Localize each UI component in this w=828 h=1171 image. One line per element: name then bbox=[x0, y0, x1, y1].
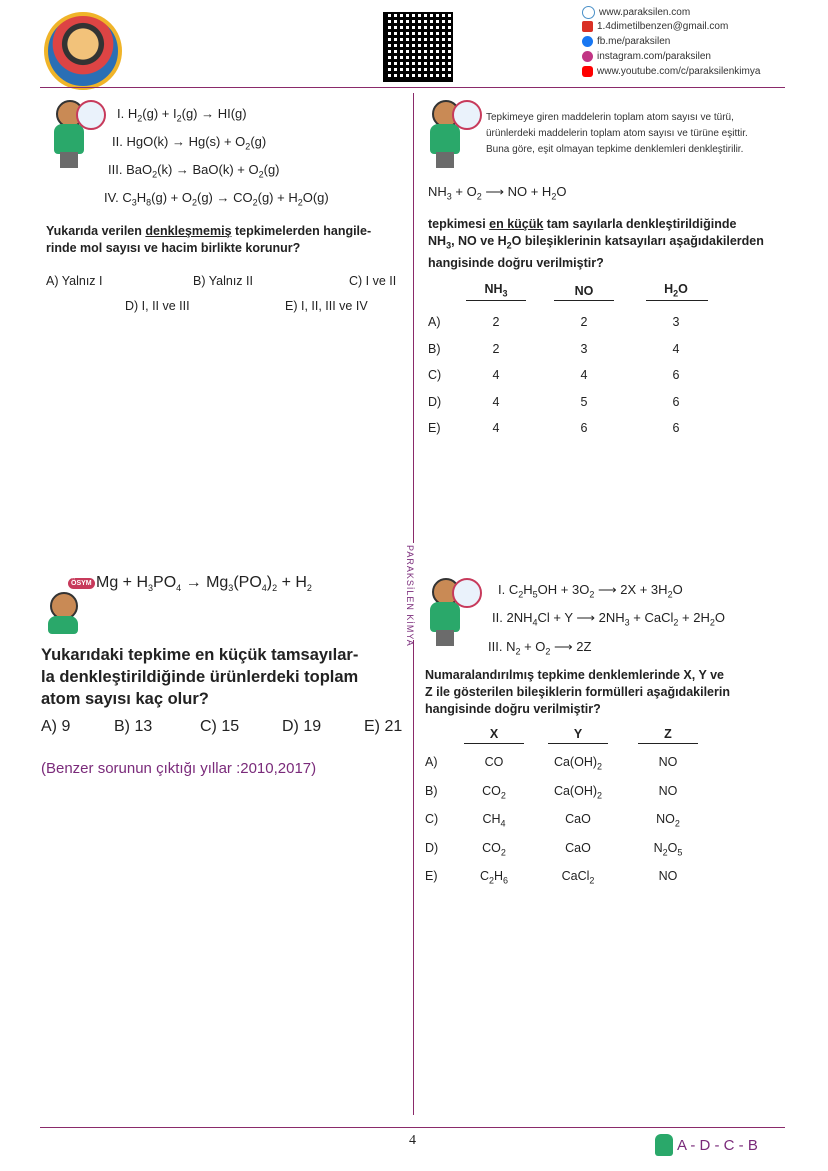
q2-option-e[interactable]: E) bbox=[428, 421, 441, 435]
q2-cell: 6 bbox=[672, 421, 680, 435]
header-divider bbox=[40, 87, 785, 88]
q2-cell: 4 bbox=[580, 368, 588, 382]
column-divider-top bbox=[413, 93, 414, 543]
q1-question: Yukarıda verilen denkleşmemiş tepkimelerden hangile- rinde mol sayısı ve hacim birlikte korunur? bbox=[46, 224, 372, 255]
instagram-icon bbox=[582, 51, 593, 62]
q2-cell: 6 bbox=[672, 368, 680, 382]
q2-option-c[interactable]: C) bbox=[428, 368, 442, 382]
q3-option-e[interactable]: E) 21 bbox=[364, 718, 403, 735]
q2-cell: 4 bbox=[672, 341, 680, 356]
q1-option-b[interactable]: B) Yalnız II bbox=[193, 274, 253, 288]
q3-note: (Benzer sorunun çıktığı yıllar :2010,2017) bbox=[41, 760, 317, 777]
qr-code[interactable] bbox=[383, 12, 453, 82]
q2-cell: 4 bbox=[492, 394, 500, 409]
q4-cell: $NO_2$ bbox=[656, 812, 680, 829]
q1-option-a[interactable]: A) Yalnız I bbox=[46, 274, 103, 288]
divider-label: PARAKSİLEN KİMYA bbox=[405, 545, 415, 647]
mascot-q2 bbox=[426, 100, 478, 168]
q1-reaction-1: I. $H_2(g) + I_2(g) \to HI(g)$ bbox=[117, 106, 247, 124]
q4-reaction-3: III. $N_2 + O_2$ ⟶ 2Z bbox=[488, 639, 592, 657]
q4-header-x: X bbox=[489, 727, 499, 741]
q2-reaction: $NH_3 + O_2$ ⟶ NO + $H_2O$ bbox=[428, 184, 567, 202]
q2-cell: 2 bbox=[492, 315, 500, 329]
q4-option-c[interactable]: C) bbox=[425, 812, 439, 826]
q1-option-e[interactable]: E) I, II, III ve IV bbox=[285, 299, 368, 313]
q3-question: Yukarıdaki tepkime en küçük tamsayılar- la denkleştirildiğinde ürünlerdeki toplam atom sayısı kaç olur? bbox=[41, 646, 359, 708]
q2-cell: 6 bbox=[580, 421, 588, 435]
q2-question: tepkimesi en küçük tam sayılarla denkleştirildiğinde $NH_3$, NO ve $H_2O$ bileşiklerinin katsayıları aşağıdakilerden hangisinde doğru verilmiştir? bbox=[428, 217, 764, 270]
contact-email[interactable]: 1.4dimetilbenzen@gmail.com bbox=[582, 21, 728, 32]
q2-cell: 2 bbox=[580, 315, 588, 329]
facebook-icon bbox=[582, 36, 593, 47]
column-divider-bottom bbox=[413, 640, 414, 1115]
mascot-q1 bbox=[50, 100, 102, 168]
q4-option-d[interactable]: D) bbox=[425, 840, 439, 855]
footer-divider bbox=[40, 1127, 785, 1128]
q3-option-a[interactable]: A) 9 bbox=[41, 718, 71, 735]
q2-intro: Tepkimeye giren maddelerin toplam atom sayısı ve türü, ürünlerdeki maddelerin toplam atom sayısı ve türüne eşittir. Buna göre, eşit olmayan tepkime denklemleri denkleştirilir. bbox=[486, 112, 748, 155]
contact-youtube[interactable]: www.youtube.com/c/paraksilenkimya bbox=[582, 66, 760, 77]
q4-question: Numaralandırılmış tepkime denklemlerinde X, Y ve Z ile gösterilen bileşiklerin formülleri aşağıdakilerin hangisinde doğru verilmiştir? bbox=[425, 668, 730, 716]
q4-cell: CO bbox=[484, 755, 504, 769]
exam-badge-icon bbox=[452, 100, 482, 130]
q2-option-d[interactable]: D) bbox=[428, 394, 442, 409]
q4-header-z: Z bbox=[664, 727, 672, 741]
q4-cell: CaO bbox=[565, 812, 591, 826]
contact-facebook[interactable]: fb.me/paraksilen bbox=[582, 36, 670, 47]
q2-header-h2o: $H_2O$ bbox=[664, 282, 688, 299]
contact-website[interactable]: www.paraksilen.com bbox=[582, 6, 690, 19]
gmail-icon bbox=[582, 21, 593, 32]
page-number: 4 bbox=[409, 1133, 416, 1148]
q4-cell: NO bbox=[658, 755, 678, 769]
q4-cell: CaO bbox=[565, 840, 591, 855]
q4-cell: $N_2O_5$ bbox=[653, 840, 683, 857]
q1-reaction-4: IV. $C_3H_8(g) + O_2(g) \to CO_2(g) + H_2O(g)$ bbox=[104, 190, 329, 208]
q2-cell: 5 bbox=[580, 394, 588, 409]
q4-reaction-1: I. $C_2H_5OH + 3O_2$ ⟶ $2X + 3H_2O$ bbox=[498, 582, 683, 600]
q4-cell: NO bbox=[658, 783, 678, 798]
q2-header-nh3: $NH_3$ bbox=[484, 282, 508, 299]
q4-reaction-2: II. $2NH_4Cl + Y$ ⟶ $2NH_3$ + CaCl$_2$ + $2H_2O$ bbox=[492, 610, 725, 628]
q1-option-d[interactable]: D) I, II ve III bbox=[125, 299, 190, 313]
q4-cell: $CO_2$ bbox=[482, 840, 506, 857]
contact-instagram[interactable]: instagram.com/paraksilen bbox=[582, 51, 711, 62]
q2-cell: 4 bbox=[492, 368, 500, 382]
q4-cell: $Ca(OH)_2$ bbox=[553, 783, 603, 800]
q4-cell: $CH_4$ bbox=[482, 812, 506, 829]
q2-header-no: NO bbox=[574, 284, 594, 298]
mascot-q3 bbox=[44, 592, 96, 634]
q2-option-a[interactable]: A) bbox=[428, 315, 441, 329]
q4-option-b[interactable]: B) bbox=[425, 783, 438, 798]
q4-cell: NO bbox=[658, 869, 678, 883]
q1-option-c[interactable]: C) I ve II bbox=[349, 274, 397, 288]
q3-option-b[interactable]: B) 13 bbox=[114, 718, 153, 735]
q4-cell: $Ca(OH)_2$ bbox=[553, 755, 603, 772]
q4-header-y: Y bbox=[573, 727, 583, 741]
mascot-mini-icon bbox=[655, 1134, 673, 1156]
q2-cell: 3 bbox=[672, 315, 680, 329]
osym-badge: ÖSYM bbox=[68, 578, 95, 589]
q4-cell: CaCl$_2$ bbox=[561, 869, 595, 886]
mascot-q4 bbox=[426, 578, 478, 646]
q2-cell: 3 bbox=[580, 341, 588, 356]
exam-badge-icon bbox=[452, 578, 482, 608]
q3-option-d[interactable]: D) 19 bbox=[282, 718, 322, 735]
q3-reaction: $Mg + H_3PO_4 \to Mg_3(PO_4)_2 + H_2$ bbox=[96, 574, 312, 594]
answer-key: A - D - C - B bbox=[655, 1134, 758, 1156]
author-avatar bbox=[44, 12, 122, 90]
q2-option-b[interactable]: B) bbox=[428, 341, 441, 356]
q2-cell: 2 bbox=[492, 341, 500, 356]
q2-cell: 4 bbox=[492, 421, 500, 435]
q3-option-c[interactable]: C) 15 bbox=[200, 718, 240, 735]
q4-cell: $CO_2$ bbox=[482, 783, 506, 800]
exam-badge-icon bbox=[76, 100, 106, 130]
q1-reaction-3: III. $BaO_2(k) \to BaO(k) + O_2(g)$ bbox=[108, 162, 280, 180]
q4-option-e[interactable]: E) bbox=[425, 869, 438, 883]
globe-icon bbox=[582, 6, 595, 19]
q2-cell: 6 bbox=[672, 394, 680, 409]
q1-reaction-2: II. $HgO(k) \to Hg(s) + O_2(g)$ bbox=[112, 134, 267, 152]
q4-cell: $C_2H_6$ bbox=[479, 869, 509, 886]
q4-option-a[interactable]: A) bbox=[425, 755, 438, 769]
youtube-icon bbox=[582, 66, 593, 77]
